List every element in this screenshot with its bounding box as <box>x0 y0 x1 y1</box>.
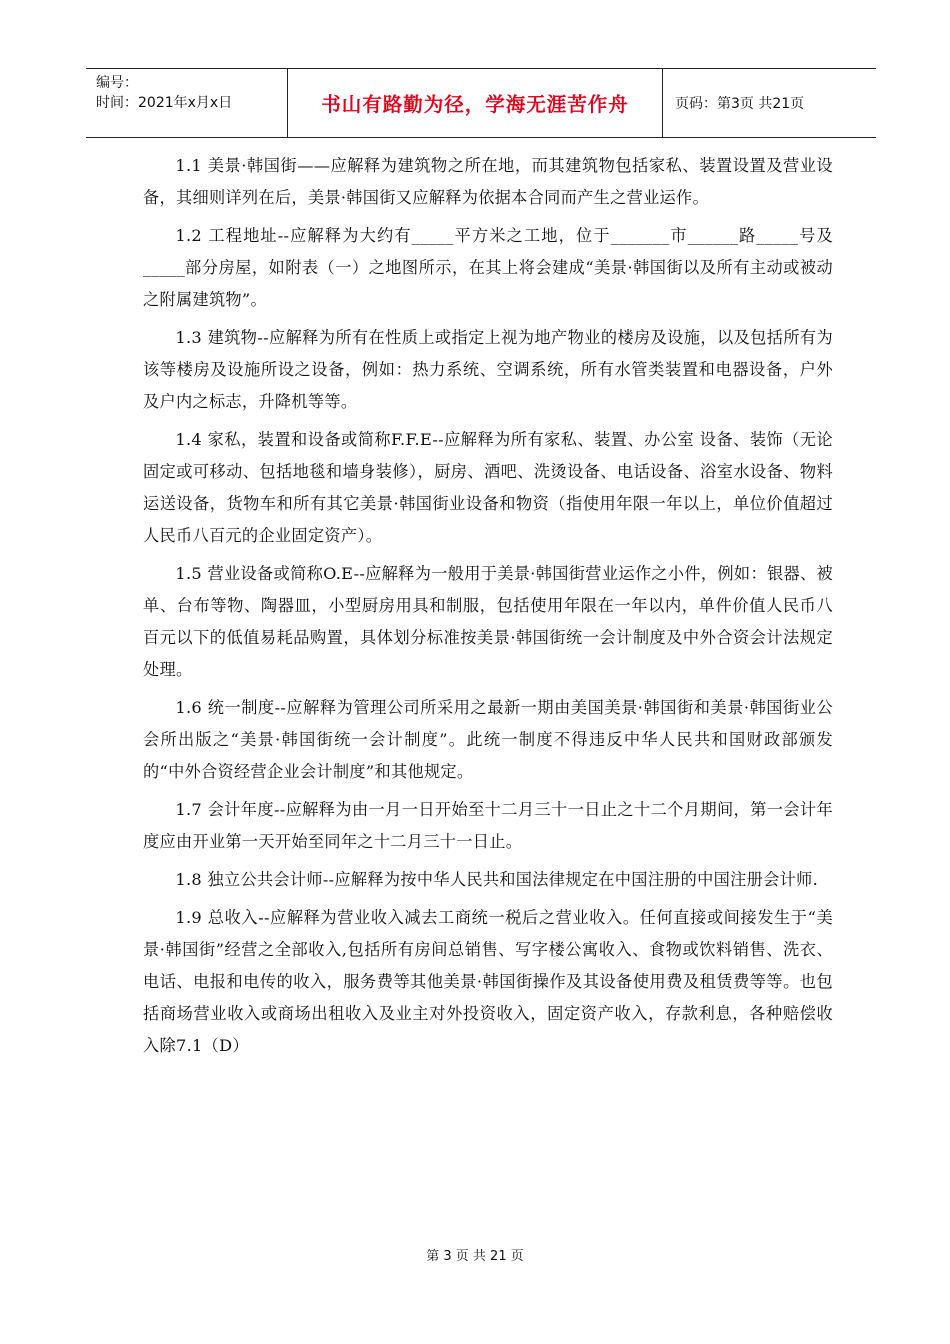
clause-1-2: 1.2 工程地址--应解释为大约有_____平方米之工地，位于_______市______路_____号及_____部分房屋，如附表（一）之地图所示，在其上将会建成“美景·韩国街以及所有主动或被动之附属建筑物”。 <box>143 226 833 309</box>
clause-1-9: 1.9 总收入--应解释为营业收入减去工商统一税后之营业收入。任何直接或间接发生于“美景·韩国街”经营之全部收入,包括所有房间总销售、写字楼公寓收入、食物或饮料销售、洗衣、电话、电报和电传的收入，服务费等其他美景·韩国街操作及其设备使用费及租赁费等等。也包括商场营业收入或商场出租收入及业主对外投资收入，固定资产收入，存款利息，各种赔偿收入除7.1（D） <box>143 908 833 1055</box>
document-time: 时间：2021年x月x日 <box>96 95 233 111</box>
header-meta <box>86 69 288 137</box>
clause-1-6: 1.6 统一制度--应解释为管理公司所采用之最新一期由美国美景·韩国街和美景·韩国街业公会所出版之“美景·韩国街统一会计制度”。此统一制度不得违反中华人民共和国财政部颁发的“中外合资经营企业会计制度”和其他规定。 <box>143 698 833 781</box>
clause-1-1: 1.1 美景·韩国街——应解释为建筑物之所在地，而其建筑物包括家私、装置设置及营业设备，其细则详列在后，美景·韩国街又应解释为依据本合同而产生之营业运作。 <box>143 156 833 207</box>
header-page-number: 页码：第3页 共21页 <box>675 96 805 112</box>
clause-1-4: 1.4 家私，装置和设备或简称F.F.E--应解释为所有家私、装置、办公室 设备、装饰（无论固定或可移动、包括地毯和墙身装修），厨房、酒吧、洗烫设备、电话设备、浴室水设备、物料运送设备，货物车和所有其它美景·韩国街业设备和物资（指使用年限一年以上，单位价值超过人民币八百元的企业固定资产）。 <box>143 430 833 545</box>
document-body <box>143 150 833 1068</box>
page-header <box>86 68 876 138</box>
clause-1-5: 1.5 营业设备或简称O.E--应解释为一般用于美景·韩国街营业运作之小件，例如：银器、被单、台布等物、陶器皿，小型厨房用具和制服，包括使用年限在一年以内，单件价值人民币八百元以下的低值易耗品购置，具体划分标准按美景·韩国街统一会计制度及中外合资会计法规定处理。 <box>143 564 833 679</box>
clause-1-7: 1.7 会计年度--应解释为由一月一日开始至十二月三十一日止之十二个月期间，第一会计年度应由开业第一天开始至同年之十二月三十一日止。 <box>143 800 833 851</box>
page-footer: 第 3 页 共 21 页 <box>426 1249 524 1264</box>
clause-1-3: 1.3 建筑物--应解释为所有在性质上或指定上视为地产物业的楼房及设施，以及包括所有为该等楼房及设施所设之设备，例如：热力系统、空调系统，所有水管类装置和电器设备，户外及户内之标志，升降机等等。 <box>143 328 833 411</box>
document-number: 编号： <box>96 75 138 91</box>
header-motto: 书山有路勤为径，学海无涯苦作舟 <box>288 69 663 137</box>
clause-1-8: 1.8 独立公共会计师--应解释为按中华人民共和国法律规定在中国注册的中国注册会计师. <box>175 870 819 889</box>
